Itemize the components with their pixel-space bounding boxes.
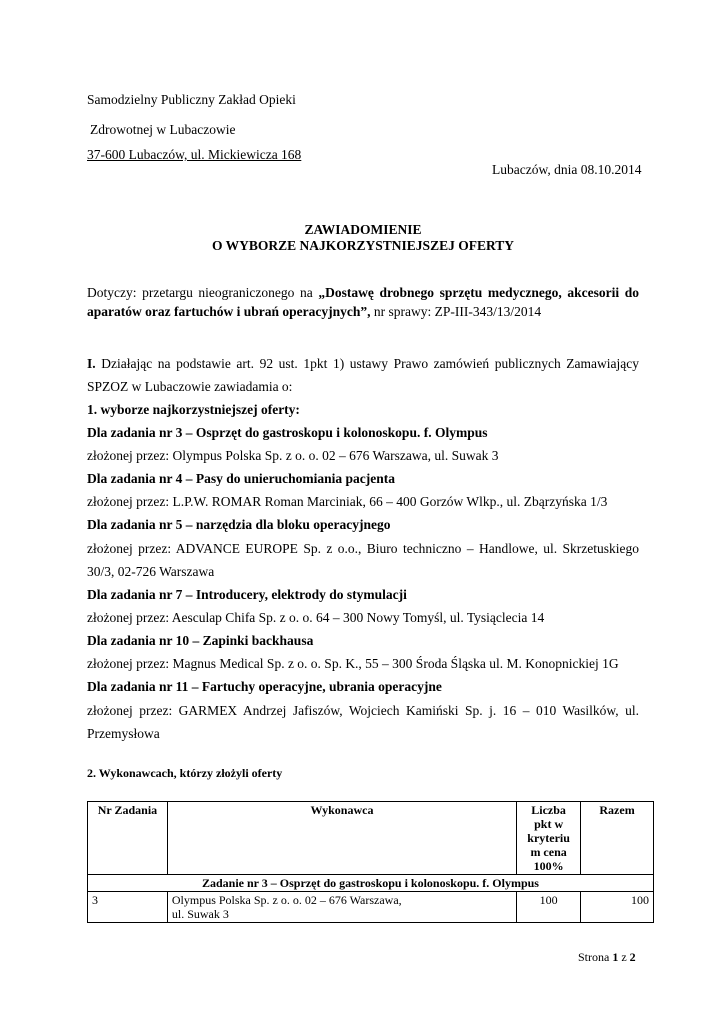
subject-case-number: nr sprawy: ZP-III-343/13/2014 [370,304,542,319]
page-sep: z [618,950,630,964]
task-title: Dla zadania nr 7 – Introducery, elektrody do stymulacji [87,587,407,602]
subject-title: „Dostawę drobnego sprzętu medycznego, akcesorii do aparatów oraz fartuchów i ubrań operacyjnych”, [87,285,639,319]
task-offer: złożonej przez: L.P.W. ROMAR Roman Marciniak, 66 – 400 Gorzów Wlkp., ul. Zbąrzyńska 1/3 [87,494,608,509]
group-title: Zadanie nr 3 – Osprzęt do gastroskopu i kolonoskopu. f. Olympus [88,875,654,892]
document-title: ZAWIADOMIENIE [304,222,422,237]
document-subtitle: O WYBORZE NAJKORZYSTNIEJSZEJ OFERTY [212,238,514,253]
section2-heading: 2. Wykonawcach, którzy złożyli oferty [87,766,283,780]
section1-intro-text: Działając na podstawie art. 92 ust. 1pkt 1) ustawy Prawo zamówień publicznych Zamawiający SPZOZ w Lubaczowie zawiadamia o: [87,356,639,394]
total-pages: 2 [629,950,636,964]
subject-paragraph [87,283,639,321]
task-title: Dla zadania nr 5 – narzędzia dla bloku operacyjnego [87,517,391,532]
section1-heading: 1. wyborze najkorzystniejszej oferty: [87,402,300,417]
column-header: Wykonawca [167,802,516,875]
task-title: Dla zadania nr 11 – Fartuchy operacyjne, ubrania operacyjne [87,679,442,694]
cell-pkt: 100 [517,892,581,923]
cell-nr: 3 [88,892,168,923]
sender-address: 37-600 Lubaczów, ul. Mickiewicza 168 [87,147,302,162]
cell-wykonawca: Olympus Polska Sp. z o. o. 02 – 676 Warszawa, ul. Suwak 3 [167,892,516,923]
column-header: Nr Zadania [88,802,168,875]
task-title: Dla zadania nr 4 – Pasy do unieruchomiania pacjenta [87,471,396,486]
task-offer: złożonej przez: ADVANCE EUROPE Sp. z o.o., Biuro techniczno – Handlowe, ul. Skrzetuskiego 30/3, 02-726 Warszawa [87,541,639,579]
table-header-row [88,802,654,875]
task-title: Dla zadania nr 10 – Zapinki backhausa [87,633,314,648]
document-date: Lubaczów, dnia 08.10.2014 [492,162,642,177]
page-number [578,950,636,965]
section1-intro [87,352,639,398]
task-offer: złożonej przez: GARMEX Andrzej Jafiszów, Wojciech Kamiński Sp. j. 16 – 010 Wasilków, ul. Przemysłowa [87,703,639,741]
table-group-row [88,875,654,892]
column-header: Liczba pkt w kryteriu m cena 100% [517,802,581,875]
subject-prefix: Dotyczy: przetargu nieograniczonego na [87,285,319,300]
task-offer: złożonej przez: Aesculap Chifa Sp. z o. o. 64 – 300 Nowy Tomyśl, ul. Tysiąclecia 14 [87,610,545,625]
column-header: Razem [581,802,654,875]
table-row [88,892,654,923]
task-offer: złożonej przez: Olympus Polska Sp. z o. o. 02 – 676 Warszawa, ul. Suwak 3 [87,448,499,463]
sender-name-cont: Zdrowotnej w Lubaczowie [90,122,236,137]
offers-table [87,801,654,923]
section1-roman: I. [87,356,96,371]
page-label: Strona [578,950,613,964]
sender-name: Samodzielny Publiczny Zakład Opieki [87,92,296,107]
task-title: Dla zadania nr 3 – Osprzęt do gastroskopu i kolonoskopu. f. Olympus [87,425,488,440]
current-page: 1 [612,950,619,964]
cell-razem: 100 [581,892,654,923]
task-offer: złożonej przez: Magnus Medical Sp. z o. o. Sp. K., 55 – 300 Środa Śląska ul. M. Konopnickiej 1G [87,656,619,671]
